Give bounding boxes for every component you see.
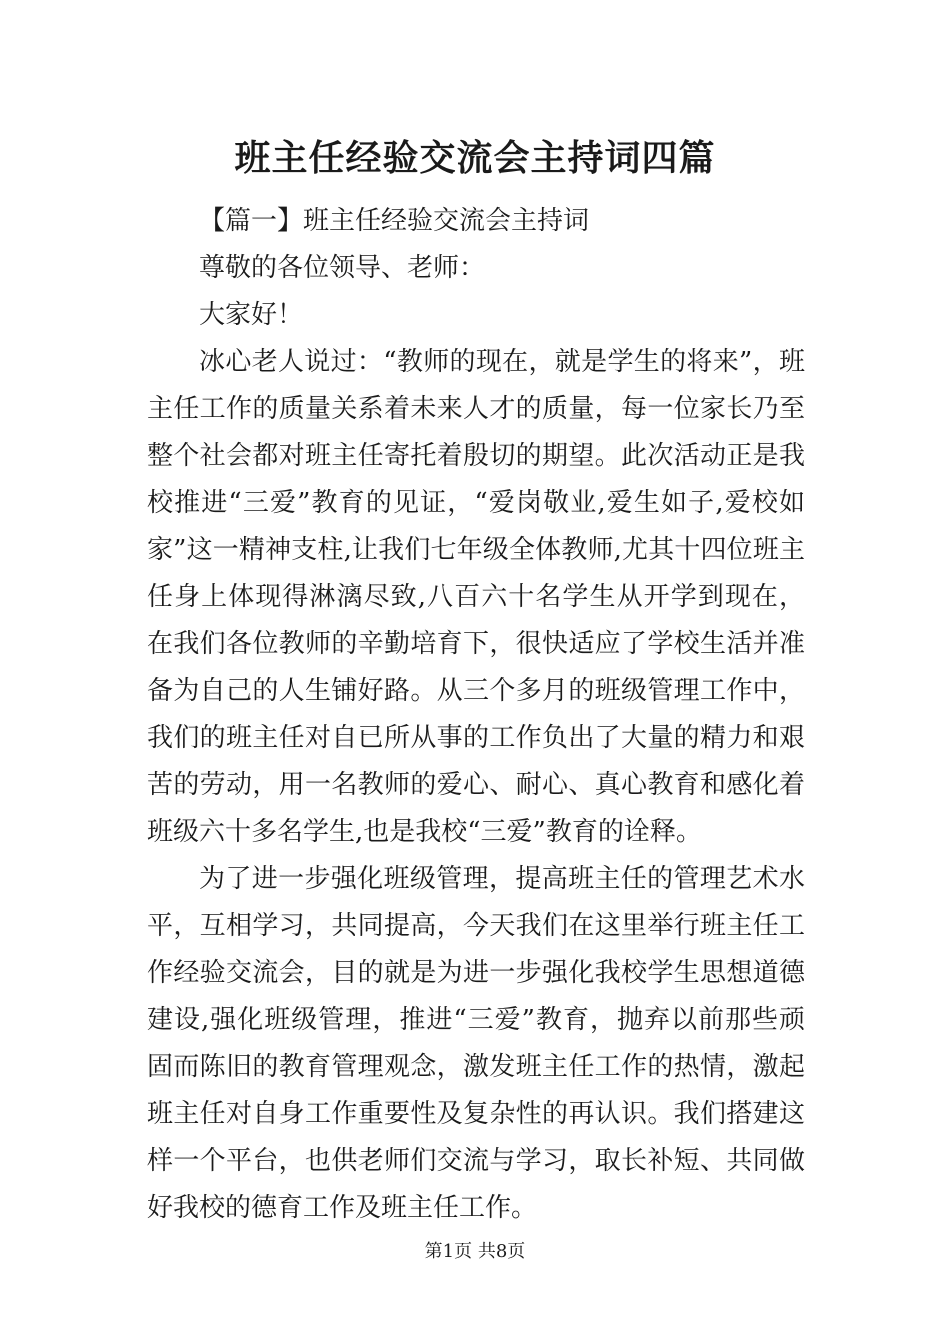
document-title: 班主任经验交流会主持词四篇 [234,137,716,179]
body-paragraph: 冰心老人说过：“教师的现在，就是学生的将来”，班主任工作的质量关系着未来人才的质量，每一位家长乃至整个社会都对班主任寄托着殷切的期望。此次活动正是我校推进“三爱”教育的见证，“爱岗敬业,爱生如子,爱校如家”这一精神支柱,让我们七年级全体教师,尤其十四位班主任身上体现得淋漓尽致,八百六十名学生从开学到现在，在我们各位教师的辛勤培育下，很快适应了学校生活并准备为自己的人生铺好路。从三个多月的班级管理工作中，我们的班主任对自已所从事的工作负出了大量的精力和艰苦的劳动，用一名教师的爱心、耐心、真心教育和感化着班级六十多名学生,也是我校“三爱”教育的诠释。 [147,347,805,847]
body-paragraph: 为了进一步强化班级管理，提高班主任的管理艺术水平，互相学习，共同提高，今天我们在这里举行班主任工作经验交流会，目的就是为进一步强化我校学生思想道德建设,强化班级管理，推进“三爱”教育，抛弃以前那些顽固而陈旧的教育管理观念，激发班主任工作的热情，激起班主任对自身工作重要性及复杂性的再认识。我们搭建这样一个平台，也供老师们交流与学习，取长补短、共同做好我校的德育工作及班主任工作。 [147,864,805,1223]
section-heading: 【篇一】班主任经验交流会主持词 [199,206,590,236]
document-body [147,198,805,1232]
page-footer: 第1页 共8页 [424,1241,526,1262]
greeting: 大家好！ [199,300,304,330]
salutation: 尊敬的各位领导、老师： [199,253,486,283]
